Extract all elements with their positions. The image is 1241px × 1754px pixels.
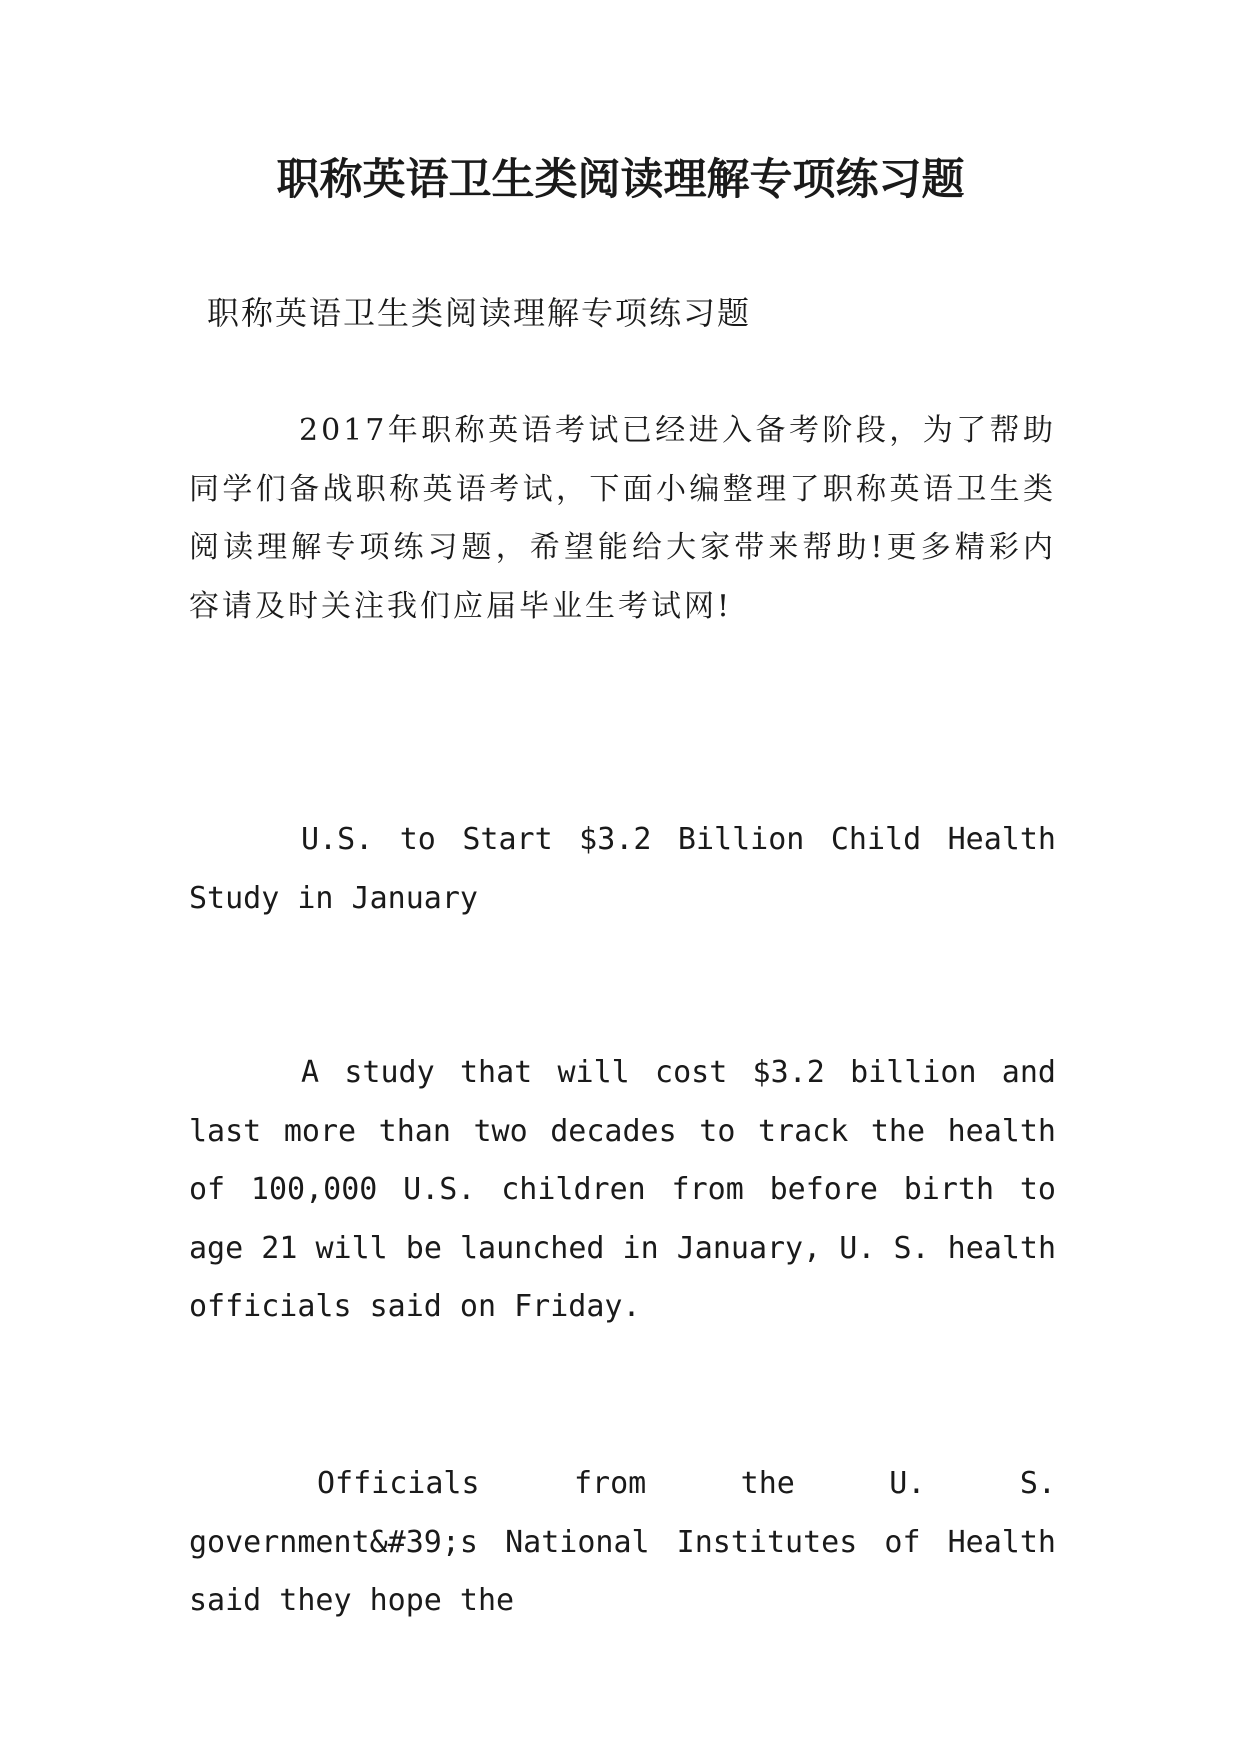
article-headline: U.S. to Start $3.2 Billion Child Health Study in January — [189, 822, 1056, 916]
officials-paragraph: Officials from the U. S. government&#39;s National Institutes of Health said they hope the — [189, 1466, 1056, 1618]
intro-paragraph: 2017年职称英语考试已经进入备考阶段，为了帮助同学们备战职称英语考试，下面小编整理了职称英语卫生类阅读理解专项练习题，希望能给大家带来帮助!更多精彩内容请及时关注我们应届毕业生考试网! — [189, 413, 1056, 624]
study-paragraph: A study that will cost $3.2 billion and last more than two decades to track the health of 100,000 U.S. children from before birth to age 21 will be launched in January, U. S. health officials said on Friday. — [189, 1055, 1056, 1324]
document-title: 职称英语卫生类阅读理解专项练习题 — [276, 155, 965, 205]
document-subtitle: 职称英语卫生类阅读理解专项练习题 — [207, 294, 752, 332]
